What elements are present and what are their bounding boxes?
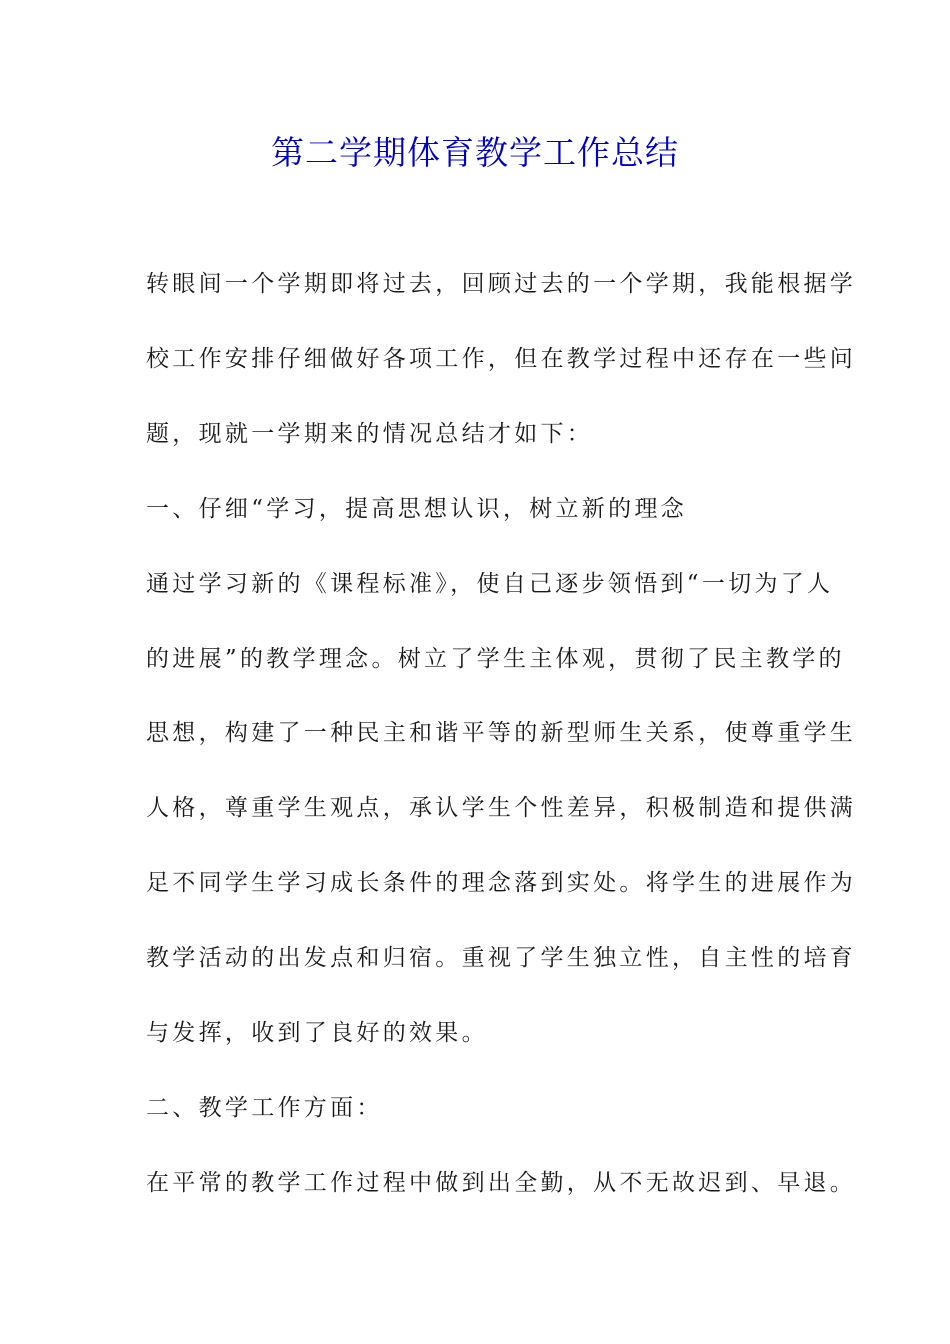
body-line-7: 思想，构建了一种民主和谐平等的新型师生关系，使尊重学生 xyxy=(146,720,857,746)
section-heading-1: 一、仔细“学习，提高思想认识，树立新的理念 xyxy=(146,496,688,522)
document-title: 第二学期体育教学工作总结 xyxy=(271,133,679,172)
body-line-13: 在平常的教学工作过程中做到出全勤，从不无故迟到、早退。 xyxy=(146,1170,857,1196)
body-line-5: 通过学习新的《课程标准》，使自己逐步领悟到“一切为了人 xyxy=(146,571,834,597)
body-line-3: 题，现就一学期来的情况总结才如下： xyxy=(146,421,594,447)
body-line-11: 与发挥，收到了良好的效果。 xyxy=(146,1020,488,1046)
body-line-10: 教学活动的出发点和归宿。重视了学生独立性，自主性的培育 xyxy=(146,945,857,971)
body-line-2: 校工作安排仔细做好各项工作，但在教学过程中还存在一些问 xyxy=(146,346,857,372)
section-heading-2: 二、教学工作方面： xyxy=(146,1095,383,1121)
body-line-6: 的进展”的教学理念。树立了学生主体观，贯彻了民主教学的 xyxy=(146,646,845,672)
body-line-8: 人格，尊重学生观点，承认学生个性差异，积极制造和提供满 xyxy=(146,795,857,821)
body-line-1: 转眼间一个学期即将过去，回顾过去的一个学期，我能根据学 xyxy=(146,271,857,297)
body-line-9: 足不同学生学习成长条件的理念落到实处。将学生的进展作为 xyxy=(146,870,857,896)
